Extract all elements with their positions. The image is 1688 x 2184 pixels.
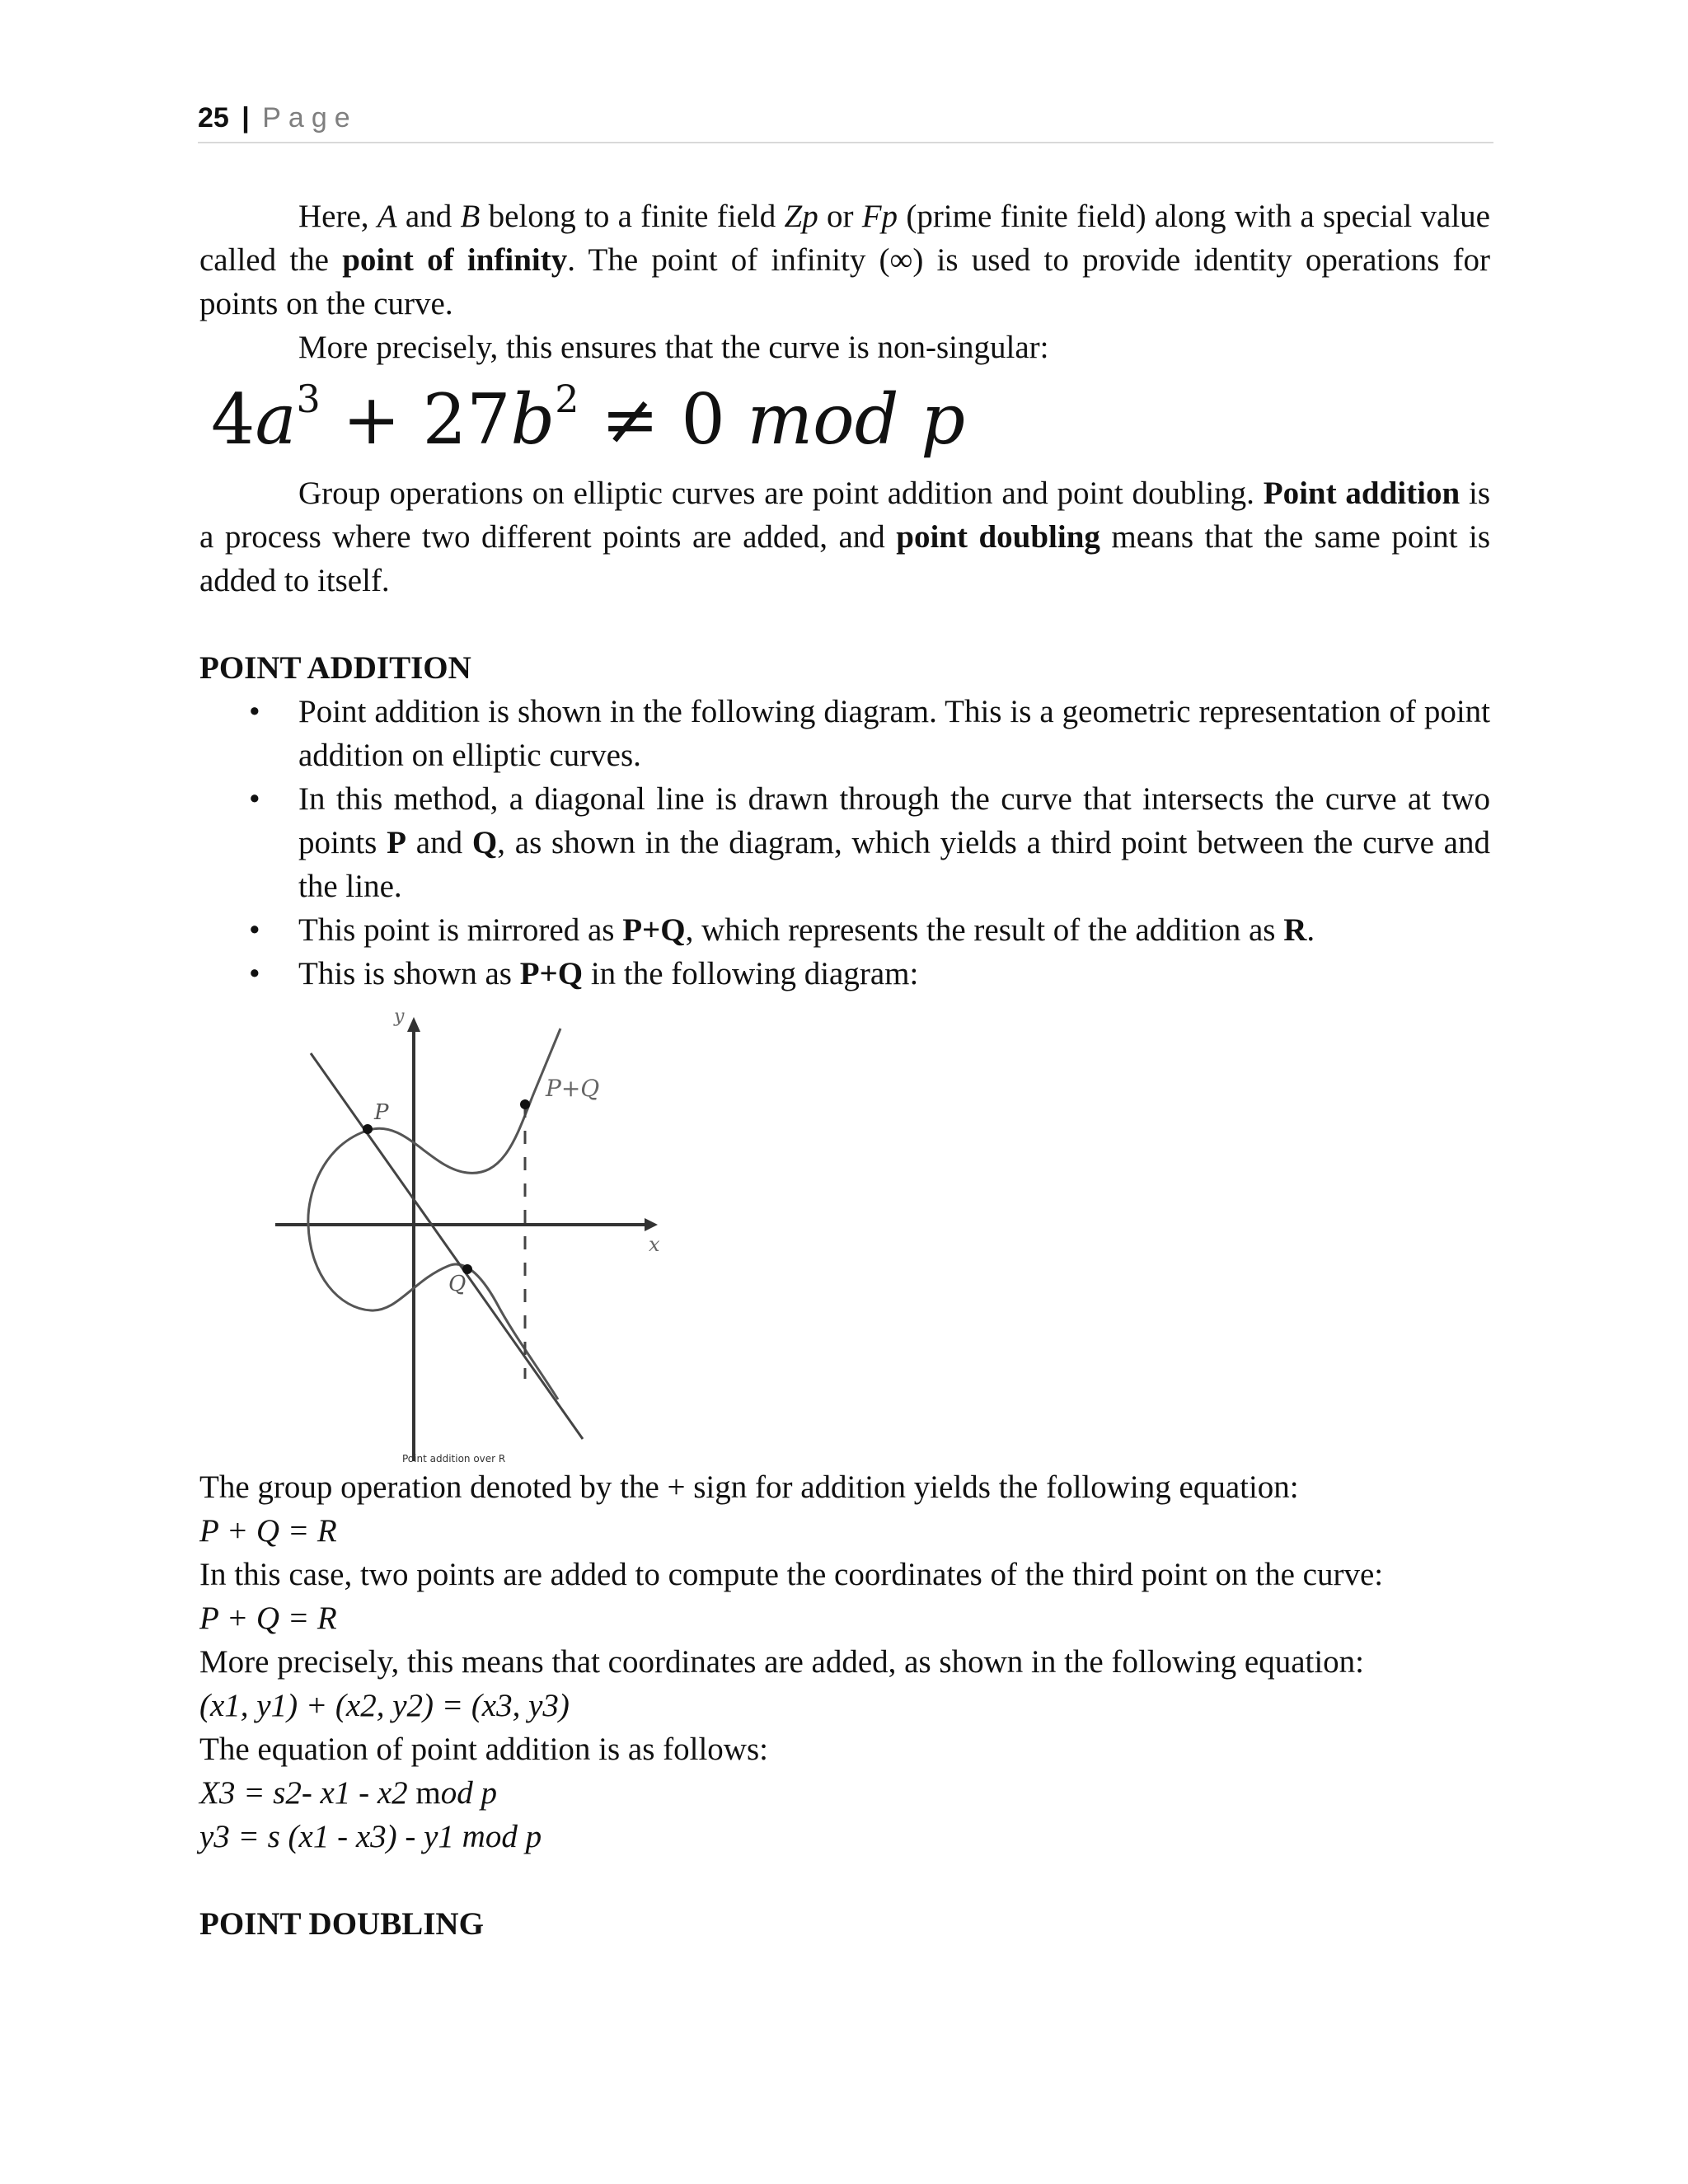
equation-5: y3 = s (x1 - x3) - y1 mod p [199, 1819, 542, 1854]
list-item: • This is shown as P+Q in the following diagram: [199, 952, 1490, 996]
x-axis-label: x [649, 1233, 660, 1256]
p-plus-q-label: P+Q [546, 1075, 600, 1102]
section-spacer [199, 1858, 1490, 1902]
diagram-caption: Point addition over R [402, 1453, 506, 1465]
secant-line [311, 1053, 583, 1439]
q-label: Q [448, 1272, 467, 1296]
point-p [363, 1124, 373, 1134]
point-of-infinity-term: point of infinity [342, 242, 568, 278]
page-word: Page [262, 102, 358, 134]
equation-4: X3 = s2- x1 - x2 mod p [199, 1775, 498, 1811]
equation-2: P + Q = R [199, 1601, 337, 1636]
page-number: 25 [198, 102, 229, 134]
point-addition-list [199, 690, 1490, 996]
equation-intro-4: The equation of point addition is as follows: [199, 1732, 768, 1767]
bullet-icon: • [249, 912, 260, 948]
y-axis-label: y [394, 1006, 405, 1027]
equation-3: (x1, y1) + (x2, y2) = (x3, y3) [199, 1688, 570, 1723]
non-singular-sentence: More precisely, this ensures that the curve is non-singular: [298, 330, 1049, 365]
equation-intro-1: The group operation denoted by the + sign for addition yields the following equation: [199, 1469, 1299, 1505]
p-label: P [374, 1100, 389, 1125]
point-p-plus-q [520, 1099, 530, 1109]
list-item: • Point addition is shown in the following diagram. This is a geometric representation of point addition on elliptic curves. [199, 690, 1490, 777]
group-operations-paragraph: Group operations on elliptic curves are point addition and point doubling. Point addition is a process where two different points are added, and point doubling means that the same point is added to itself. [199, 476, 1490, 598]
non-singular-formula: $4a^3 + 27b^2 \ne 0$ mod p [211, 377, 965, 460]
equation-1: P + Q = R [199, 1513, 337, 1549]
point-doubling-heading: POINT DOUBLING [199, 1906, 484, 1942]
curve-upper-branch [369, 1029, 560, 1173]
equation-intro-2: In this case, two points are added to compute the coordinates of the third point on the curve: [199, 1557, 1384, 1592]
page-separator: | [241, 102, 250, 134]
intro-paragraph: Here, A and B belong to a finite field Zp or Fp (prime finite field) along with a special value called the point of infinity. The point of infinity (∞) is used to provide identity operations for points on the curve. [199, 199, 1490, 321]
document-body [199, 194, 1490, 1946]
list-item: • This point is mirrored as P+Q, which represents the result of the addition as R. [199, 908, 1490, 952]
x-axis-arrow [645, 1218, 658, 1231]
equation-intro-3: More precisely, this means that coordinates are added, as shown in the following equation: [199, 1644, 1365, 1680]
bullet-icon: • [249, 694, 260, 729]
point-addition-diagram [232, 1004, 694, 1465]
page-header [198, 97, 1493, 143]
bullet-icon: • [249, 956, 260, 991]
elliptic-curve-figure [232, 1004, 694, 1465]
curve-loop [308, 1130, 558, 1399]
bullet-icon: • [249, 781, 260, 817]
list-item: • In this method, a diagonal line is drawn through the curve that intersects the curve at two points P and Q, as shown in the diagram, which yields a third point between the curve and the line. [199, 777, 1490, 908]
point-addition-heading: POINT ADDITION [199, 650, 471, 686]
y-axis-arrow [407, 1017, 420, 1032]
